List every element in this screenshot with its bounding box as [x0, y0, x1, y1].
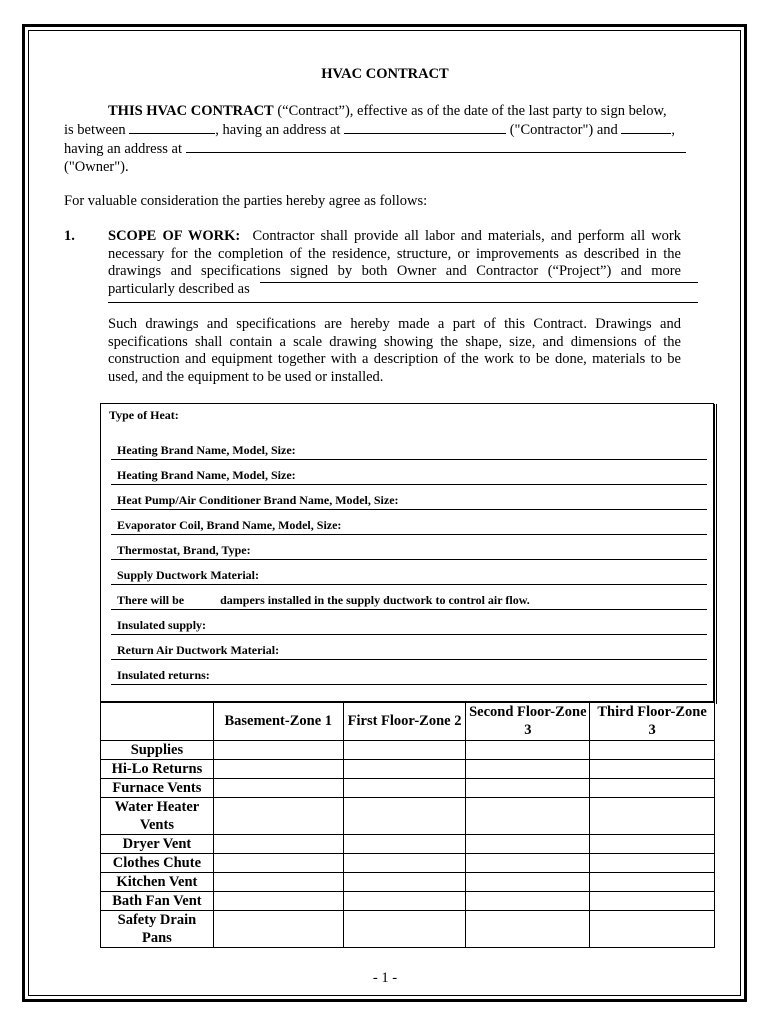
- table-cell[interactable]: [466, 760, 590, 779]
- table-cell[interactable]: [590, 760, 715, 779]
- table-cell[interactable]: [343, 741, 466, 760]
- heating-brand-label-2: Heating Brand Name, Model, Size:: [117, 468, 296, 482]
- table-cell[interactable]: [466, 779, 590, 798]
- table-cell[interactable]: [466, 873, 590, 892]
- heat-pump-label: Heat Pump/Air Conditioner Brand Name, Model, Size:: [117, 493, 399, 507]
- consideration-text: For valuable consideration the parties hereby agree as follows:: [64, 193, 428, 209]
- table-cell[interactable]: [343, 854, 466, 873]
- table-cell[interactable]: [343, 911, 466, 948]
- dampers-field[interactable]: [111, 609, 707, 610]
- header-third-floor-zone-3: Third Floor-Zone 3: [590, 702, 715, 741]
- header-first-floor-zone-2: First Floor-Zone 2: [343, 702, 466, 741]
- thermostat-field[interactable]: [111, 559, 707, 560]
- table-cell[interactable]: [466, 835, 590, 854]
- header-cell-blank: [101, 702, 214, 741]
- table-cell[interactable]: [343, 760, 466, 779]
- table-row: [101, 892, 715, 911]
- project-description-field-2[interactable]: [108, 302, 698, 303]
- owner-name-field[interactable]: [621, 120, 671, 134]
- table-cell[interactable]: [343, 835, 466, 854]
- page-number: - 1 -: [372, 970, 398, 986]
- thermostat-label: Thermostat, Brand, Type:: [117, 543, 251, 557]
- row-label-bath-fan-vent: Bath Fan Vent: [101, 892, 214, 911]
- insulated-returns-label: Insulated returns:: [117, 668, 210, 682]
- section-1-text: [108, 228, 681, 298]
- zones-table: [100, 701, 715, 948]
- row-label-supplies: Supplies: [101, 741, 214, 760]
- intro-lead-rest: (“Contract”), effective as of the date of the last party to sign below,: [273, 103, 667, 119]
- table-row: [101, 835, 715, 854]
- section-1-body-a: Contractor shall provide all labor and materials, and perform all work necessary for the completion of the residence, structure, or improvements as described in the drawings and specifications signed by both Owner and Contractor (“Project”) and more particularly described as: [108, 228, 682, 297]
- heating-brand-field-1[interactable]: [111, 459, 707, 460]
- table-row: [101, 854, 715, 873]
- intro-lead: THIS HVAC CONTRACT: [108, 103, 274, 119]
- insulated-returns-field[interactable]: [111, 684, 707, 685]
- table-cell[interactable]: [466, 741, 590, 760]
- table-cell[interactable]: [590, 779, 715, 798]
- section-1-body-b: Such drawings and specifications are hereby made a part of this Contract. Drawings and specifications shall contain a scale drawing showing the shape, size, and dimensions of the construction and equipment together with a description of the work to be done, materials to be used, and the equipment to be used or installed.: [108, 316, 681, 385]
- table-cell[interactable]: [590, 911, 715, 948]
- row-label-dryer-vent: Dryer Vent: [101, 835, 214, 854]
- table-cell[interactable]: [466, 798, 590, 835]
- type-of-heat-label: Type of Heat:: [109, 408, 179, 422]
- insulated-supply-label: Insulated supply:: [117, 618, 207, 632]
- intro-comma: ,: [671, 122, 676, 138]
- table-cell[interactable]: [590, 798, 715, 835]
- intro-contractor-label: ("Contractor") and: [509, 122, 618, 138]
- project-description-field-1[interactable]: [260, 282, 698, 283]
- table-cell[interactable]: [466, 892, 590, 911]
- owner-address-field[interactable]: [186, 139, 686, 153]
- intro-address-label: , having an address at: [215, 122, 341, 138]
- table-row: [101, 911, 715, 948]
- return-ductwork-field[interactable]: [111, 659, 707, 660]
- intro-paragraph: [64, 102, 704, 176]
- table-row: [101, 779, 715, 798]
- table-cell[interactable]: [466, 854, 590, 873]
- table-cell[interactable]: [213, 760, 343, 779]
- table-cell[interactable]: [590, 741, 715, 760]
- table-row: [101, 798, 715, 835]
- table-row: [101, 760, 715, 779]
- heat-pump-field[interactable]: [111, 509, 707, 510]
- table-cell[interactable]: [213, 873, 343, 892]
- supply-ductwork-label: Supply Ductwork Material:: [117, 568, 259, 582]
- table-cell[interactable]: [343, 798, 466, 835]
- table-cell[interactable]: [213, 798, 343, 835]
- section-1-number: 1.: [64, 228, 75, 244]
- document-title: HVAC CONTRACT: [321, 66, 449, 82]
- zones-header-row: [101, 702, 715, 741]
- row-label-hi-lo-returns: Hi-Lo Returns: [101, 760, 214, 779]
- table-row: [101, 873, 715, 892]
- contractor-address-field[interactable]: [344, 120, 506, 134]
- table-cell[interactable]: [213, 854, 343, 873]
- row-label-water-heater-vents: Water Heater Vents: [101, 798, 214, 835]
- row-label-kitchen-vent: Kitchen Vent: [101, 873, 214, 892]
- table-cell[interactable]: [590, 892, 715, 911]
- row-label-clothes-chute: Clothes Chute: [101, 854, 214, 873]
- section-1-heading: SCOPE OF WORK:: [108, 228, 241, 244]
- intro-between: is between: [64, 122, 126, 138]
- table-cell[interactable]: [213, 835, 343, 854]
- table-cell[interactable]: [213, 892, 343, 911]
- heating-brand-field-2[interactable]: [111, 484, 707, 485]
- table-cell[interactable]: [343, 779, 466, 798]
- table-cell[interactable]: [466, 911, 590, 948]
- insulated-supply-field[interactable]: [111, 634, 707, 635]
- dampers-label: There will be dampers installed in the supply ductwork to control air flow.: [117, 593, 530, 607]
- row-label-safety-drain-pans: Safety Drain Pans: [101, 911, 214, 948]
- table-cell[interactable]: [343, 873, 466, 892]
- table-cell[interactable]: [590, 854, 715, 873]
- intro-owner-label: ("Owner").: [64, 159, 129, 175]
- table-cell[interactable]: [343, 892, 466, 911]
- header-basement-zone-1: Basement-Zone 1: [213, 702, 343, 741]
- row-label-furnace-vents: Furnace Vents: [101, 779, 214, 798]
- evaporator-coil-label: Evaporator Coil, Brand Name, Model, Size:: [117, 518, 342, 532]
- supply-ductwork-field[interactable]: [111, 584, 707, 585]
- intro-owner-address-label: having an address at: [64, 141, 182, 157]
- contractor-name-field[interactable]: [129, 120, 215, 134]
- table-cell[interactable]: [213, 911, 343, 948]
- table-cell[interactable]: [213, 779, 343, 798]
- spec-box-side-rule: [714, 404, 717, 704]
- table-cell[interactable]: [590, 873, 715, 892]
- header-second-floor-zone-3: Second Floor-Zone 3: [466, 702, 590, 741]
- return-ductwork-label: Return Air Ductwork Material:: [117, 643, 280, 657]
- heating-brand-label-1: Heating Brand Name, Model, Size:: [117, 443, 296, 457]
- table-cell[interactable]: [590, 835, 715, 854]
- equipment-spec-box: [100, 403, 714, 703]
- table-cell[interactable]: [213, 741, 343, 760]
- table-row: [101, 741, 715, 760]
- evaporator-coil-field[interactable]: [111, 534, 707, 535]
